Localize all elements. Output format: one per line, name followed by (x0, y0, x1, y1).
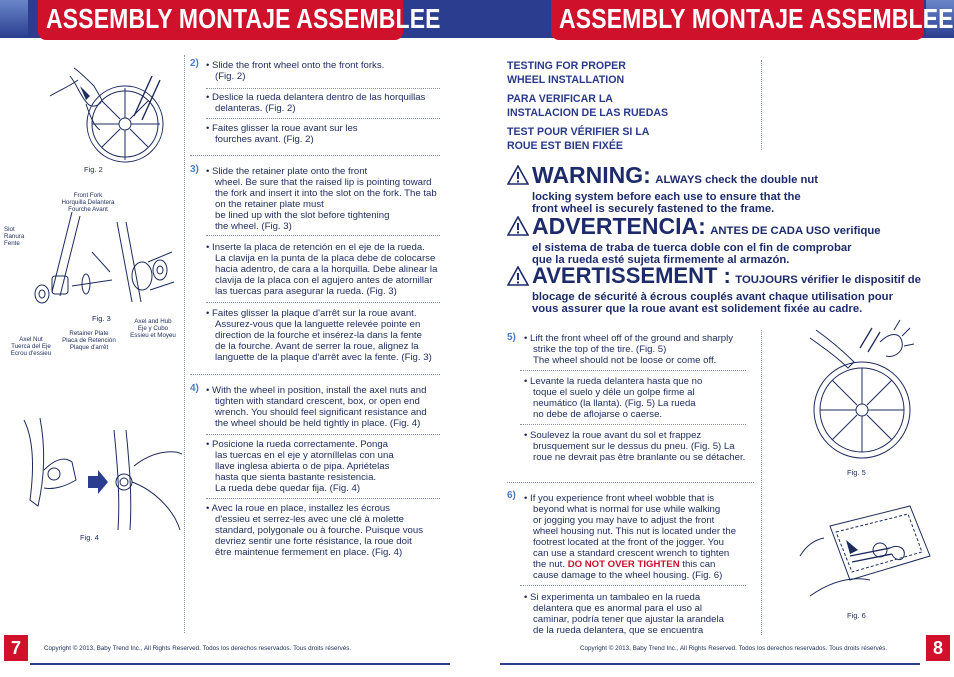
right-column-divider (761, 330, 762, 635)
divider (206, 88, 440, 89)
warning-triangle-icon (507, 216, 529, 236)
fig2-caption: Fig. 2 (84, 165, 103, 174)
fig5-strike-tire-illustration (790, 318, 940, 462)
left-column-divider (184, 55, 185, 633)
fig4-tighten-axle-nut-illustration (14, 410, 182, 536)
step-2-es: • Deslice la rueda delantera dentro de las horquillas delanteras. (Fig. 2) (206, 92, 426, 114)
fig3-caption: Fig. 3 (92, 314, 111, 323)
fig3-label-axel-nut: Axel Nut Tuerca del Eje Ecrou d'essieu (10, 336, 52, 357)
fig3-label-slot: Slot Ranura Fente (4, 226, 25, 247)
left-page-title: ASSEMBLY MONTAJE ASSEMBLEE (38, 0, 403, 40)
step-6-en: • If you experience front wheel wobble that is beyond what is normal for use while walking or jogging you may have to adjust the front wheel housing nut. This nut is located under the footrest located at the front of the jogger. You can use a standard crescent wrench to tighten the nut. DO NOT OVER TIGHTEN this can cause damage to the wheel housing. (Fig. 6) (524, 493, 737, 581)
step-3-en: • Slide the retainer plate onto the front wheel. Be sure that the raised lip is pointing toward the fork and insert it into the slot on the fork. The tab on the retainer plate must be lined up with the slot before tightening the wheel. (Fig. 3) (206, 166, 437, 232)
warning-fr: AVERTISSEMENT : TOUJOURS vérifier le dispositif de blocage de sécurité à écrous couplés avant chaque utilisation pour vous assurer que la roue avant est solidement fixée au cadre. (532, 263, 921, 315)
divider (206, 118, 440, 119)
warning-en: WARNING: ALWAYS check the double nut locking system before each use to ensure that the front wheel is securely fastened to the frame. (532, 162, 819, 215)
right-top-divider (761, 60, 762, 150)
fig6-wheel-housing-nut-illustration (790, 496, 940, 608)
divider (206, 498, 440, 499)
step-2-en: • Slide the front wheel onto the front forks. (Fig. 2) (206, 60, 385, 82)
warning-triangle-icon (507, 266, 529, 286)
divider (520, 424, 746, 425)
step-6-number: 6) (507, 490, 516, 501)
left-header-edge (0, 0, 28, 38)
left-copyright: Copyright © 2013, Baby Trend Inc., All Rights Reserved. Todos los derechos reservados. Tous droits réservés. (44, 645, 352, 652)
right-footer-rule (500, 663, 920, 665)
fig2-wheel-onto-fork-illustration (30, 56, 180, 164)
step-5-es: • Levante la rueda delantera hasta que no toque el suelo y déle un golpe firme al neumático (la llanta). (Fig. 5) La rueda no debe de aflojarse o caerse. (524, 376, 703, 420)
do-not-over-tighten-warning: DO NOT OVER TIGHTEN (567, 559, 680, 570)
warning-triangle-icon (507, 165, 529, 185)
right-page-title: ASSEMBLY MONTAJE ASSEMBLEE (551, 0, 924, 40)
divider (206, 434, 440, 435)
step-2-fr: • Faites glisser la roue avant sur les fourches avant. (Fig. 2) (206, 123, 358, 145)
fig5-caption: Fig. 5 (847, 468, 866, 477)
step-3-number: 3) (190, 164, 199, 175)
step-5-en: • Lift the front wheel off of the ground and sharply strike the top of the tire. (Fig. 5) The wheel should not be loose or come off. (524, 333, 734, 366)
right-copyright: Copyright © 2013, Baby Trend Inc., All Rights Reserved. Todos los derechos reservados. Tous droits réservés. (580, 645, 888, 652)
step-6-es: • Si experimenta un tambaleo en la rueda delantera que es anormal para el uso al caminar, podría tener que ajustar la arandela de la rueda delantera, que se encuentra (524, 592, 724, 636)
step-3-fr: • Faites glisser la plaque d'arrêt sur la roue avant. Assurez-vous que la languette relevée pointe en direction de la fourche et insérez-la dans la fente de la fourche. Avant de serrer la roue, alignez la languette de la plaque d'arrêt avec la fente. (Fig. 3) (206, 308, 432, 363)
step-2-number: 2) (190, 58, 199, 69)
warning-es: ADVERTENCIA: ANTES DE CADA USO verifique el sistema de traba de tuerca doble con el fin de comprobar que la rueda esté sujeta firmemente al armazón. (532, 213, 881, 266)
left-footer-rule (30, 663, 450, 665)
divider (190, 374, 440, 375)
divider (507, 482, 754, 483)
step-4-es: • Posicione la rueda correctamente. Ponga las tuercas en el eje y atorníllelas con una llave inglesa abierta o de pipa. Apriételas hasta que sienta bastante resistencia. La rueda debe quedar fija. (Fig. 4) (206, 439, 394, 494)
right-page-number: 8 (926, 635, 950, 661)
step-5-fr: • Soulevez la roue avant du sol et frappez brusquement sur le dessus du pneu. (Fig. 5) La roue ne devrait pas être branlante ou se détacher. (524, 430, 746, 463)
divider (520, 370, 746, 371)
fig3-label-front-fork: Front Fork Horquilla Delantera Fourche Avant (61, 192, 115, 213)
fig4-caption: Fig. 4 (80, 533, 99, 542)
divider (206, 235, 440, 236)
fig3-label-retainer-plate: Retainer Plate Placa de Retención Plaque d'arrêt (62, 330, 116, 351)
divider (206, 302, 440, 303)
fig6-caption: Fig. 6 (847, 611, 866, 620)
divider (520, 585, 746, 586)
testing-heading: TESTING FOR PROPER WHEEL INSTALLATION PARA VERIFICAR LA INSTALACION DE LAS RUEDAS TEST POUR VÉRIFIER SI LA ROUE EST BIEN FIXÉE (507, 60, 669, 152)
step-5-number: 5) (507, 332, 516, 343)
divider (190, 155, 440, 156)
step-4-number: 4) (190, 383, 199, 394)
left-page-number: 7 (4, 635, 28, 661)
step-3-es: • Inserte la placa de retención en el eje de la rueda. La clavija en la punta de la placa debe de colocarse hacia adentro, de cara a la horquilla. Debe alinear la clavija de la placa con el agujero antes de atornillar las tuercas para asegurar la rueda. (Fig. 3) (206, 242, 438, 297)
step-4-fr: • Avec la roue en place, installez les écrous d'essieu et serrez-les avec une clé à molette standard, polygonale ou à fourche. Puisque vous devriez sentir une forte résistance, la roue doit être maintenue fermement en place. (Fig. 4) (206, 503, 424, 558)
fig3-label-axel-hub: Axel and Hub Eje y Cubo Essieu et Moyeu (130, 318, 176, 339)
step-4-en: • With the wheel in position, install the axel nuts and tighten with standard crescent, box, or open end wrench. You should feel significant resistance and the wheel should be held tightly in place. (Fig. 4) (206, 385, 427, 429)
